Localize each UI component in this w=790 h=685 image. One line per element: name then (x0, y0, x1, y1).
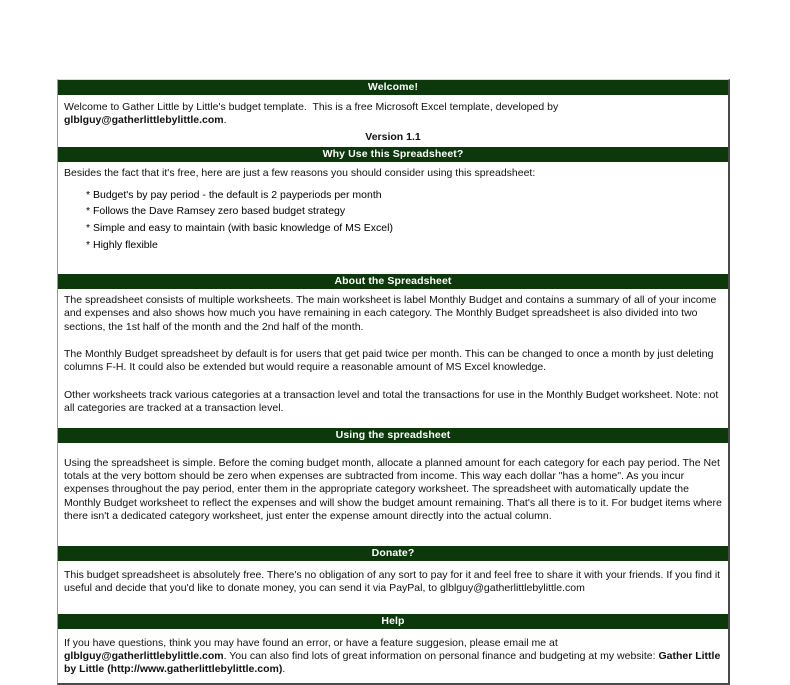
help-paragraph (64, 637, 722, 677)
help-text-tail: . (282, 663, 286, 676)
help-email-link[interactable]: glblguy@gatherlittlebylittle.com (64, 649, 224, 662)
about-paragraph-3: Other worksheets track various categories at a transaction level and total the transactions for use in the Monthly Budget worksheet. Note: not all categories are tracked at a transaction level. (64, 388, 719, 415)
why-use-bullet: * Budget's by pay period - the default is 2 payperiods per month (86, 188, 382, 201)
why-use-intro: Besides the fact that it's free, here are just a few reasons you should consider using this spreadsheet: (64, 167, 536, 180)
help-text-lead: If you have questions, think you may have found an error, or have a feature suggesion, please email me at (64, 636, 558, 649)
section-body-using (58, 443, 728, 546)
section-body-donate (58, 561, 728, 614)
section-header-help: Help (58, 614, 728, 629)
why-use-bullet: * Highly flexible (86, 239, 158, 252)
section-body-welcome (58, 95, 728, 147)
about-paragraph-1: The spreadsheet consists of multiple worksheets. The main worksheet is label Monthly Budget and contains a summary of all of your income and expenses and also shows how much you have remaining in each category. The Monthly Budget spreadsheet is also divided into two sections, the 1st half of the month and the 2nd half of the month. (64, 293, 717, 333)
welcome-intro-text: Welcome to Gather Little by Little's budget template. This is a free Microsoft Excel template, developed by (64, 101, 562, 113)
section-header-about: About the Spreadsheet (58, 274, 728, 289)
section-header-welcome: Welcome! (58, 80, 728, 95)
section-body-about (58, 289, 728, 428)
why-use-bullet: * Follows the Dave Ramsey zero based budget strategy (86, 205, 346, 218)
spreadsheet-readme-sheet (57, 79, 730, 685)
help-site-url-link[interactable]: (http://www.gatherlittlebylittle.com) (107, 663, 283, 676)
about-paragraph-2: The Monthly Budget spreadsheet by default is for users that get paid twice per month. This can be changed to once a month by just deleting columns F-H. It could also be extended but would require a reasonable amount of MS Excel knowledge. (64, 348, 714, 374)
welcome-email-link[interactable]: glblguy@gatherlittlebylittle.com (64, 114, 224, 127)
section-header-donate: Donate? (58, 546, 728, 561)
section-body-help (58, 629, 728, 683)
section-header-why-use: Why Use this Spreadsheet? (58, 147, 728, 162)
section-header-using: Using the spreadsheet (58, 428, 728, 443)
help-text-middle: . You can also find lots of great information on personal finance and budgeting at my website: (223, 649, 659, 662)
using-paragraph-1: Using the spreadsheet is simple. Before the coming budget month, allocate a planned amount for each category for each pay period. The Net totals at the very bottom should be zero when expenses are subtracted from income. This way each dollar "has a home". As you incur expenses throughout the pay period, enter them in the appropriate category worksheet. The spreadsheet with automatically update the Monthly Budget worksheet to reflect the expenses and will show the budget amount remaining. That's all there is to it. For budget items where there isn't a dedicated category worksheet, just enter the expense amount directly into the actual column. (64, 456, 722, 523)
version-label: Version 1.1 (365, 130, 421, 143)
why-use-bullet: * Simple and easy to maintain (with basic knowledge of MS Excel) (86, 222, 393, 235)
welcome-intro-line (64, 101, 722, 128)
donate-paragraph-1: This budget spreadsheet is absolutely free. There's no obligation of any sort to pay for it and feel free to share it with your friends. If you find it useful and decide that you'd like to donate money, you can send it via PayPal, to glblguy@gatherlittlebylittle.com (64, 568, 721, 595)
help-site-name: Gather Little by Little (64, 649, 721, 676)
section-body-why-use (58, 162, 728, 274)
welcome-intro-tail: . (223, 114, 227, 127)
